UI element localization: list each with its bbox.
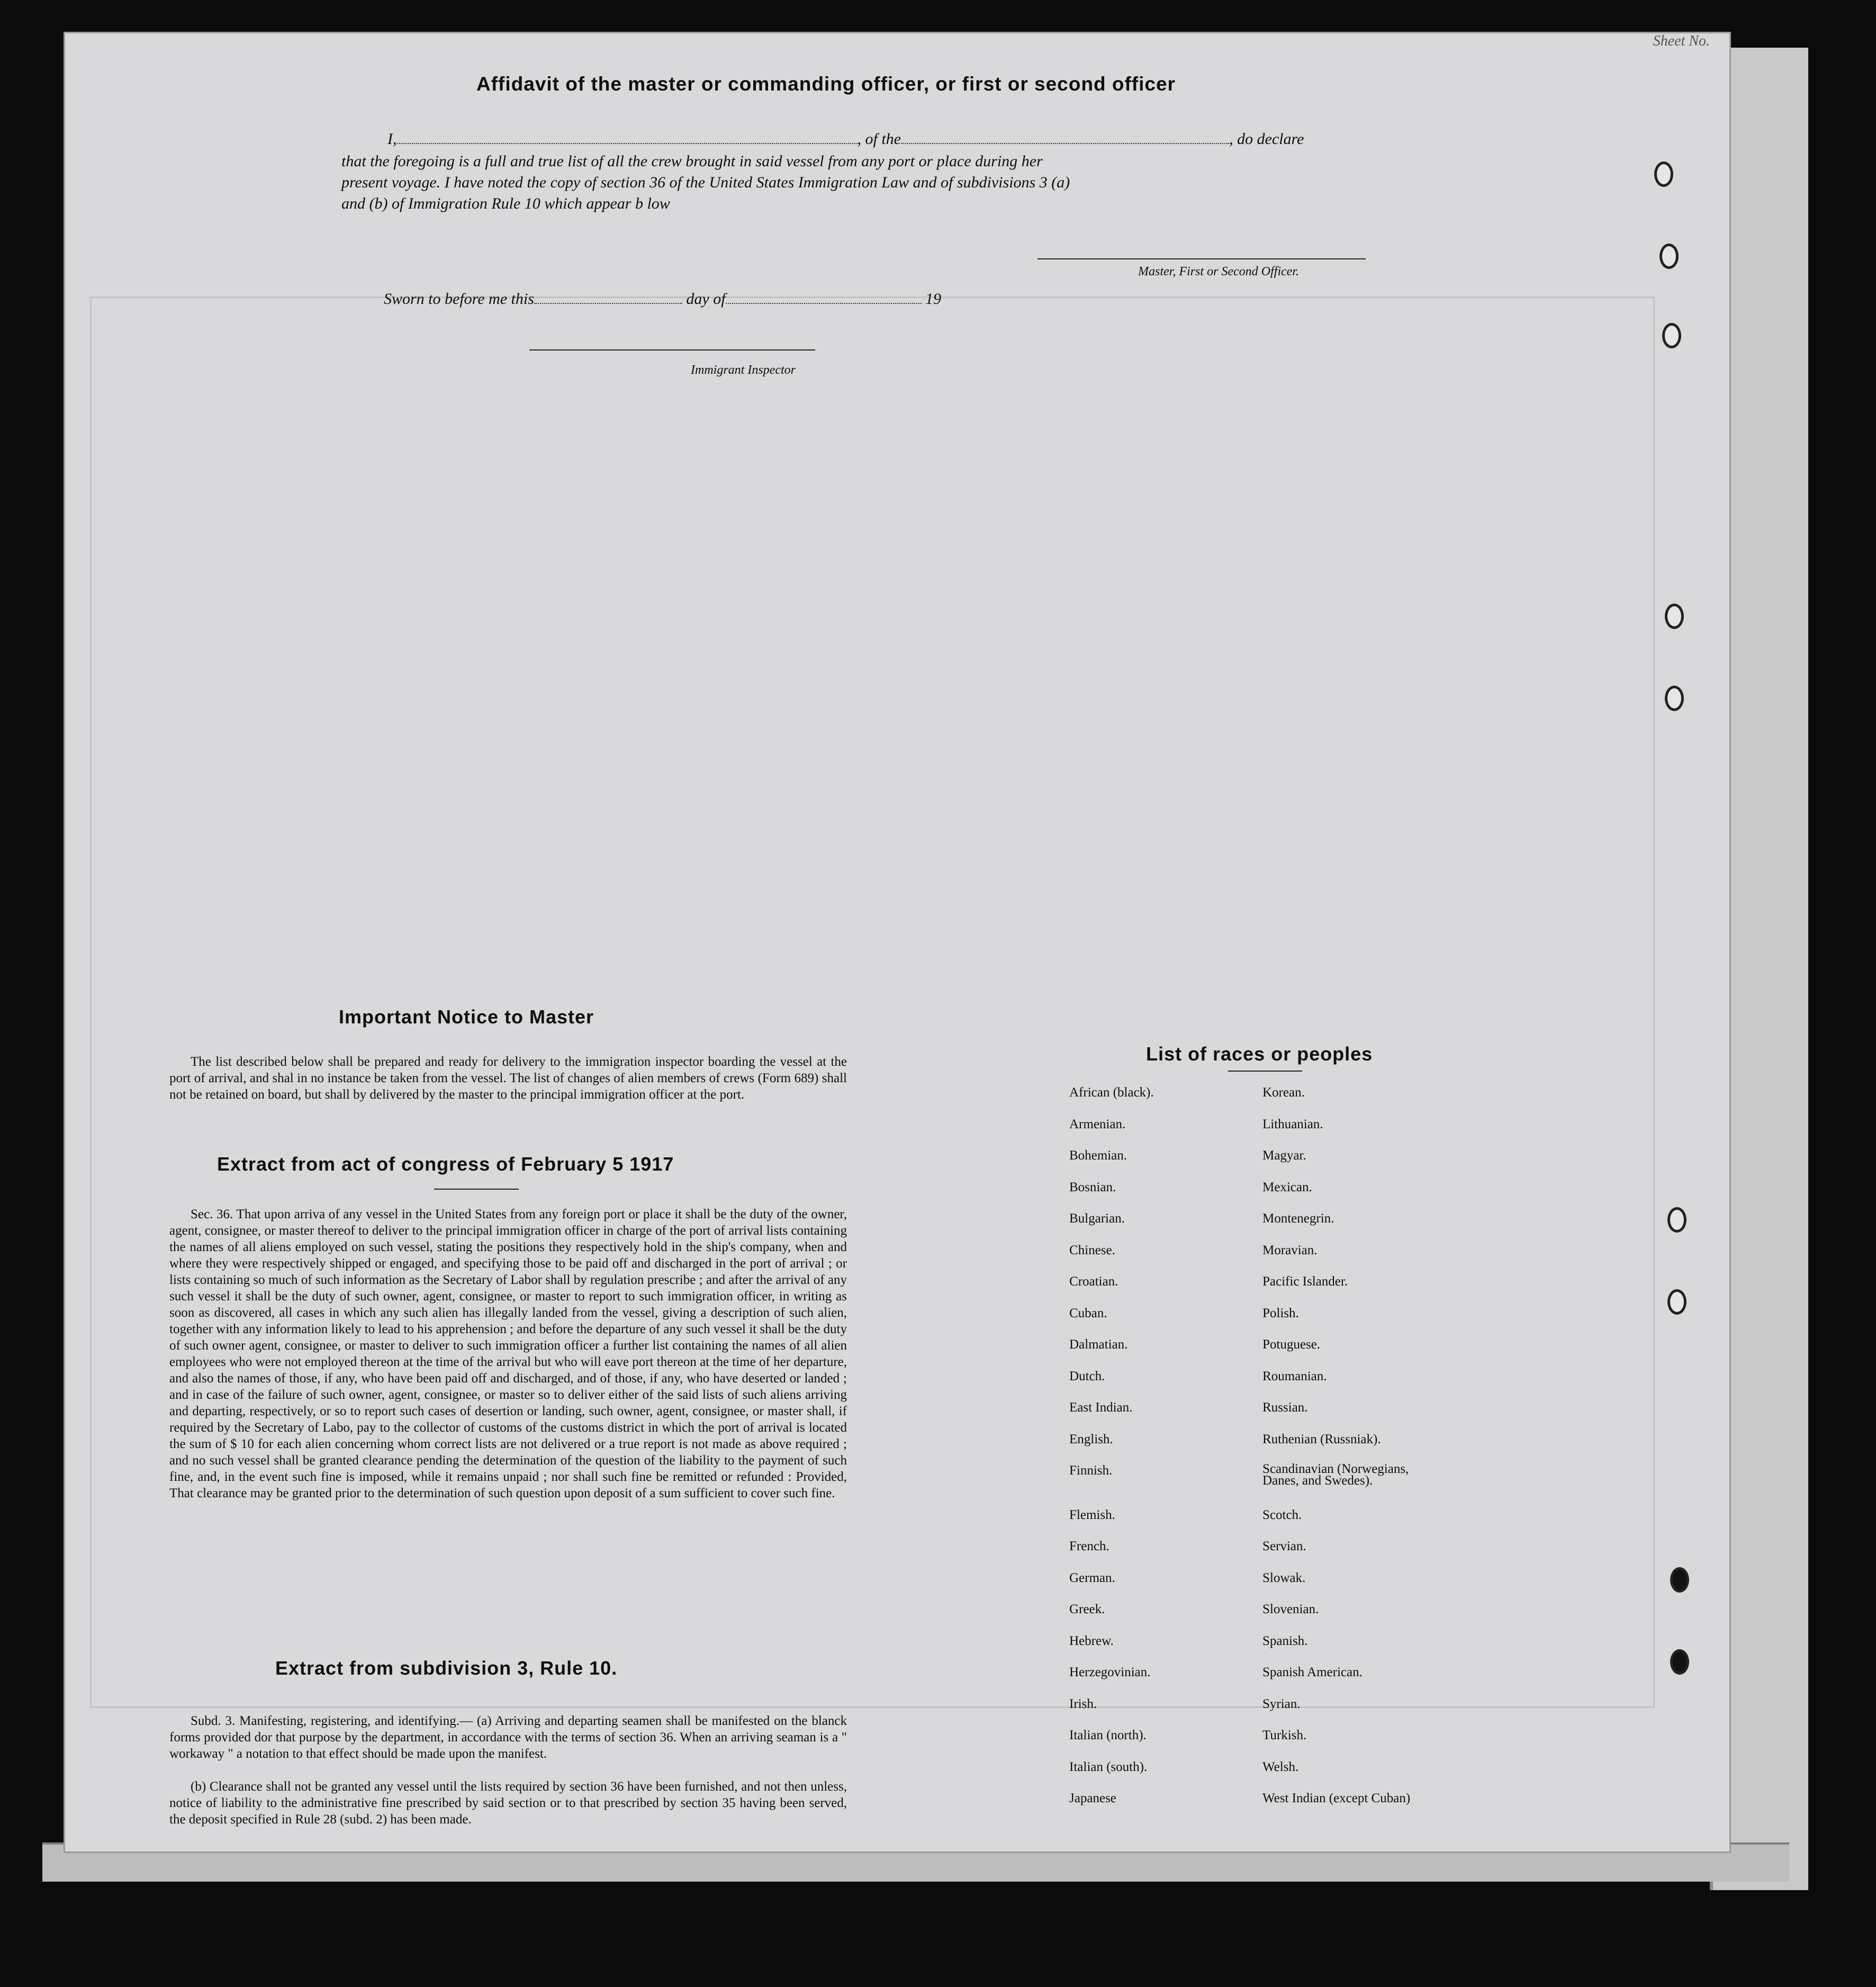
binder-hole-icon: [1654, 161, 1673, 187]
sworn-text: Sworn to before me this: [384, 290, 534, 308]
binder-hole-icon: [1659, 244, 1679, 269]
race-item: Lithuanian.: [1262, 1117, 1323, 1131]
race-item: Croatian.: [1069, 1274, 1119, 1289]
race-item: German.: [1069, 1570, 1115, 1585]
master-caption: Master, First or Second Officer.: [1138, 265, 1299, 278]
affidavit-i: I,: [387, 130, 397, 148]
affidavit-line-3: present voyage. I have noted the copy of section 36 of the United States Immigration Law and of subdivisions 3 (a): [341, 174, 1070, 191]
race-item: Hebrew.: [1069, 1633, 1114, 1648]
race-item: Welsh.: [1262, 1759, 1299, 1774]
binder-hole-icon: [1670, 1649, 1689, 1675]
affidavit-line-1: [387, 130, 1304, 148]
races-title: List of races or peoples: [1146, 1043, 1373, 1065]
race-item: Syrian.: [1262, 1696, 1301, 1711]
race-item: Greek.: [1069, 1602, 1105, 1616]
affidavit-line-4: and (b) of Immigration Rule 10 which appear b low: [341, 195, 670, 212]
inspector-signature-line: [529, 349, 815, 350]
race-item: Dutch.: [1069, 1369, 1105, 1383]
race-item: Slovenian.: [1262, 1602, 1319, 1616]
race-item: Potuguese.: [1262, 1337, 1321, 1352]
race-item: Irish.: [1069, 1696, 1097, 1711]
race-item: Cuban.: [1069, 1306, 1107, 1320]
race-item: Servian.: [1262, 1539, 1306, 1553]
extract-rule-text-a: Subd. 3. Manifesting, registering, and identifying.— (a) Arriving and departing seamen shall be manifested on the blanck forms provided dor that purpose by the department, in accordance with the terms of section 36. When an arriving seaman is a " workaway " a notation to that effect should be made upon the manifest.: [169, 1714, 847, 1761]
notice-text: The list described below shall be prepared and ready for delivery to the immigration inspector boarding the vessel at the port of arrival, and shal in no instance be taken from the vessel. The list of changes of alien members of crews (Form 689) shall not be retained on board, but shall by delivered by the master to the principal immigration officer at the port.: [169, 1055, 847, 1102]
extract-act-text: Sec. 36. That upon arriva of any vessel in the United States from any foreign port or place it shall be the duty of the owner, agent, consignee, or master thereof to deliver to the principal immigration officer in charge of the port of arrival lists containing the names of all aliens employed on such vessel, stating the positions they respectively hold in the ship's company, when and where they were respectively shipped or engaged, and specifying those to be paid off and discharged in the port of arrival ; or lists containing so much of such information as the Secretary of Labor shall by regulation prescribe ; and after the arrival of any such vessel it shall be the duty of such owner, agent, consignee, or master to report to such immigration officer, in writing as soon as discovered, all cases in which any such alien has illegally landed from the vessel, giving a description of such alien, together with any information likely to lead to his apprehension ; and before the departure of any such vessel it shall be the duty of such owner agent, consignee, or master to deliver to such immigration officer a further list containing the names of all alien employees who were not employed thereon at the time of the arrival but who will eave port thereon at the time of her departure, and also the names of those, if any, who have been paid off and discharged, and of those, if any, who have deserted or landed ; and in case of the failure of such owner, agent, consignee, or master so to deliver either of the said lists of such aliens arriving and departing, respectively, or so to report such cases of desertion or landing, such owner, agent, consignee, or master shall, if required by the Secretary of Labo, pay to the collector of customs of the customs district in which the port of arrival is located the sum of $ 10 for each alien concerning whom correct lists are not delivered or a true report is not made as above required ; and no such vessel shall be granted clearance pending the determination of the question of the liability to the payment of such fine, and, in the event such fine is imposed, while it remains unpaid ; nor shall such fine be remitted or refunded : Provided, That clearance may be granted prior to the determination of such question upon deposit of a sum sufficient to cover such fine.: [169, 1207, 847, 1500]
race-item: Slowak.: [1262, 1570, 1306, 1585]
sheet-number-label: Sheet No.: [1653, 33, 1710, 49]
race-item: Scotch.: [1262, 1507, 1302, 1522]
race-item: Bosnian.: [1069, 1180, 1116, 1194]
binder-hole-icon: [1665, 604, 1684, 629]
race-item: West Indian (except Cuban): [1262, 1791, 1411, 1805]
affidavit-declare: , do declare: [1229, 130, 1304, 148]
race-item: Bohemian.: [1069, 1148, 1128, 1163]
race-item: English.: [1069, 1432, 1113, 1446]
race-item: Armenian.: [1069, 1117, 1126, 1131]
race-item: Ruthenian (Russniak).: [1262, 1432, 1381, 1446]
extract-rule-title: Extract from subdivision 3, Rule 10.: [275, 1657, 618, 1679]
day-of-text: day of: [686, 290, 726, 308]
race-item: Italian (north).: [1069, 1728, 1147, 1742]
race-item: African (black).: [1069, 1085, 1154, 1100]
race-item: Bulgarian.: [1069, 1211, 1125, 1226]
inspector-caption: Immigrant Inspector: [691, 363, 796, 377]
year-prefix: 19: [925, 290, 942, 308]
race-item: Mexican.: [1262, 1180, 1312, 1194]
affidavit-title: Affidavit of the master or commanding officer, or first or second officer: [476, 73, 1176, 95]
race-item: Pacific Islander.: [1262, 1274, 1348, 1289]
extract-act-rule: [434, 1189, 519, 1190]
race-item: Turkish.: [1262, 1728, 1307, 1742]
race-item: Spanish American.: [1262, 1665, 1363, 1679]
affidavit-line-2: that the foregoing is a full and true list of all the crew brought in said vessel from any port or place during her: [341, 152, 1043, 170]
race-item: Flemish.: [1069, 1507, 1115, 1522]
race-item: Chinese.: [1069, 1243, 1115, 1257]
binder-hole-icon: [1662, 323, 1681, 348]
races-title-rule: [1228, 1071, 1302, 1072]
race-item: Polish.: [1262, 1306, 1299, 1320]
binder-hole-icon: [1667, 1289, 1686, 1315]
race-item: Scandinavian (Norwegians, Danes, and Swedes).: [1262, 1462, 1409, 1488]
race-item: Japanese: [1069, 1791, 1116, 1805]
race-item: Magyar.: [1262, 1148, 1306, 1163]
race-item: Herzegovinian.: [1069, 1665, 1151, 1679]
extract-rule-text-b: (b) Clearance shall not be granted any vessel until the lists required by section 36 have been furnished, and not then unless, notice of liability to the administrative fine prescribed by said section or to that prescribed by section 35 having been served, the deposit specified in Rule 28 (subd. 2) has been made.: [169, 1779, 847, 1827]
notice-title: Important Notice to Master: [339, 1006, 594, 1028]
manifest-page: [64, 32, 1731, 1853]
race-item: Korean.: [1262, 1085, 1305, 1100]
binder-hole-icon: [1667, 1207, 1686, 1233]
race-item: Dalmatian.: [1069, 1337, 1128, 1352]
binder-hole-icon: [1670, 1567, 1689, 1593]
race-item: Montenegrin.: [1262, 1211, 1334, 1226]
affidavit-of-the: , of the: [857, 130, 901, 148]
sworn-line: [384, 290, 941, 308]
master-signature-line: [1038, 258, 1366, 259]
race-item: Finnish.: [1069, 1463, 1113, 1478]
race-item: French.: [1069, 1539, 1110, 1553]
binder-hole-icon: [1665, 686, 1684, 711]
race-item: Spanish.: [1262, 1633, 1308, 1648]
race-item: East Indian.: [1069, 1400, 1133, 1415]
race-item: Russian.: [1262, 1400, 1308, 1415]
race-item: Moravian.: [1262, 1243, 1318, 1257]
extract-act-title: Extract from act of congress of February 5 1917: [217, 1153, 674, 1175]
race-item: Italian (south).: [1069, 1759, 1148, 1774]
race-item: Roumanian.: [1262, 1369, 1327, 1383]
